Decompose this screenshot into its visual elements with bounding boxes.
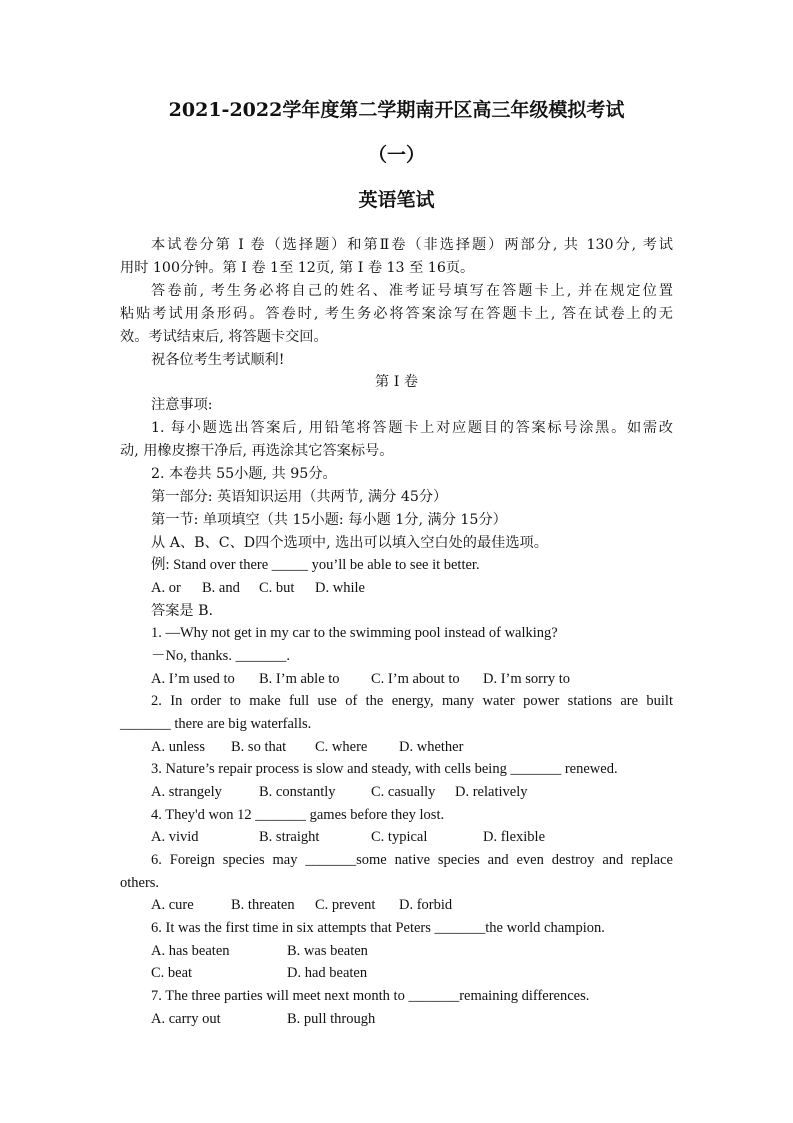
option-a: A. I’m used to <box>151 671 235 687</box>
question-stem: 2. In order to make full use of the energy, many water power stations are built <box>151 693 673 709</box>
intro-line-2: 用时 100分钟。第 I 卷 1至 12页, 第 I 卷 13 至 16页。 <box>120 260 475 276</box>
option-a: A. cure <box>151 897 194 913</box>
option-b: B. constantly <box>259 784 336 800</box>
question-stem: 1. —Why not get in my car to the swimming pool instead of walking? <box>151 625 558 641</box>
option-c: C. prevent <box>315 897 376 913</box>
part-one-heading: 第一部分: 英语知识运用（共两节, 满分 45分） <box>151 489 448 505</box>
question-stem-cont: －No, thanks. _______. <box>151 648 290 664</box>
intro-line-3: 答卷前, 考生务必将自己的姓名、准考证号填写在答题卡上, 并在规定位置 <box>151 283 673 299</box>
option-b: B. pull through <box>287 1011 376 1027</box>
option-d: D. whether <box>399 739 464 755</box>
option-b: B. I’m able to <box>259 671 340 687</box>
option-c: C. where <box>315 739 368 755</box>
notice-line-1a: 1. 每小题选出答案后, 用铅笔将答题卡上对应题目的答案标号涂黑。如需改 <box>151 420 673 436</box>
option-d: D. forbid <box>399 897 453 913</box>
option-b: B. threaten <box>231 897 295 913</box>
intro-line-1: 本试卷分第 I 卷（选择题）和第Ⅱ卷（非选择题）两部分, 共 130分, 考试 <box>151 237 673 253</box>
subject-title: 英语笔试 <box>358 189 435 211</box>
question-stem: 6. It was the first time in six attempts that Peters _______the world champion. <box>151 920 605 936</box>
question-stem: 7. The three parties will meet next month to _______remaining differences. <box>151 988 590 1004</box>
option-c: C. casually <box>371 784 436 800</box>
example-option-a: A. or <box>151 580 181 596</box>
intro-line-4: 粘贴考试用条形码。答卷时, 考生务必将答案涂写在答题卡上, 答在试卷上的无 <box>120 306 673 322</box>
exam-title: 2021-2022学年度第二学期南开区高三年级模拟考试 <box>168 99 625 121</box>
example-option-b: B. and <box>202 580 240 596</box>
part-one-section-one: 第一节: 单项填空（共 15小题: 每小题 1分, 满分 15分） <box>151 512 507 528</box>
option-d: D. I’m sorry to <box>483 671 570 687</box>
question-stem: 6. Foreign species may _______some native species and even destroy and replace <box>151 852 673 868</box>
option-c: C. typical <box>371 829 428 845</box>
intro-line-5: 效。考试结束后, 将答题卡交回。 <box>120 329 328 345</box>
option-b: B. straight <box>259 829 320 845</box>
question-stem-cont: others. <box>120 875 160 891</box>
section-heading: 第 I 卷 <box>375 374 418 390</box>
option-a: A. strangely <box>151 784 222 800</box>
example-stem: 例: Stand over there _____ you’ll be able to see it better. <box>151 557 480 573</box>
notice-line-1b: 动, 用橡皮擦干净后, 再选涂其它答案标号。 <box>120 443 394 459</box>
question-stem: 3. Nature’s repair process is slow and steady, with cells being _______ renewed. <box>151 761 618 777</box>
question-stem: 4. They'd won 12 _______ games before they lost. <box>151 807 445 823</box>
option-b: B. so that <box>231 739 287 755</box>
option-a: A. vivid <box>151 829 199 845</box>
question-stem-cont: _______ there are big waterfalls. <box>120 716 312 732</box>
example-option-d: D. while <box>315 580 365 596</box>
notice-title: 注意事项: <box>151 397 213 413</box>
option-a: A. carry out <box>151 1011 221 1027</box>
option-c: C. I’m about to <box>371 671 460 687</box>
exam-subtitle: （一） <box>367 144 425 166</box>
example-option-c: C. but <box>259 580 295 596</box>
option-d: D. had beaten <box>287 965 368 981</box>
option-b: B. was beaten <box>287 943 368 959</box>
option-d: D. flexible <box>483 829 546 845</box>
option-a: A. unless <box>151 739 205 755</box>
notice-line-2: 2. 本卷共 55小题, 共 95分。 <box>151 466 337 482</box>
option-d: D. relatively <box>455 784 528 800</box>
example-answer: 答案是 B. <box>151 603 214 619</box>
option-a: A. has beaten <box>151 943 230 959</box>
intro-line-6: 祝各位考生考试顺利! <box>151 352 285 368</box>
instruction-line: 从 A、B、C、D四个选项中, 选出可以填入空白处的最佳选项。 <box>151 535 548 551</box>
option-c: C. beat <box>151 965 193 981</box>
